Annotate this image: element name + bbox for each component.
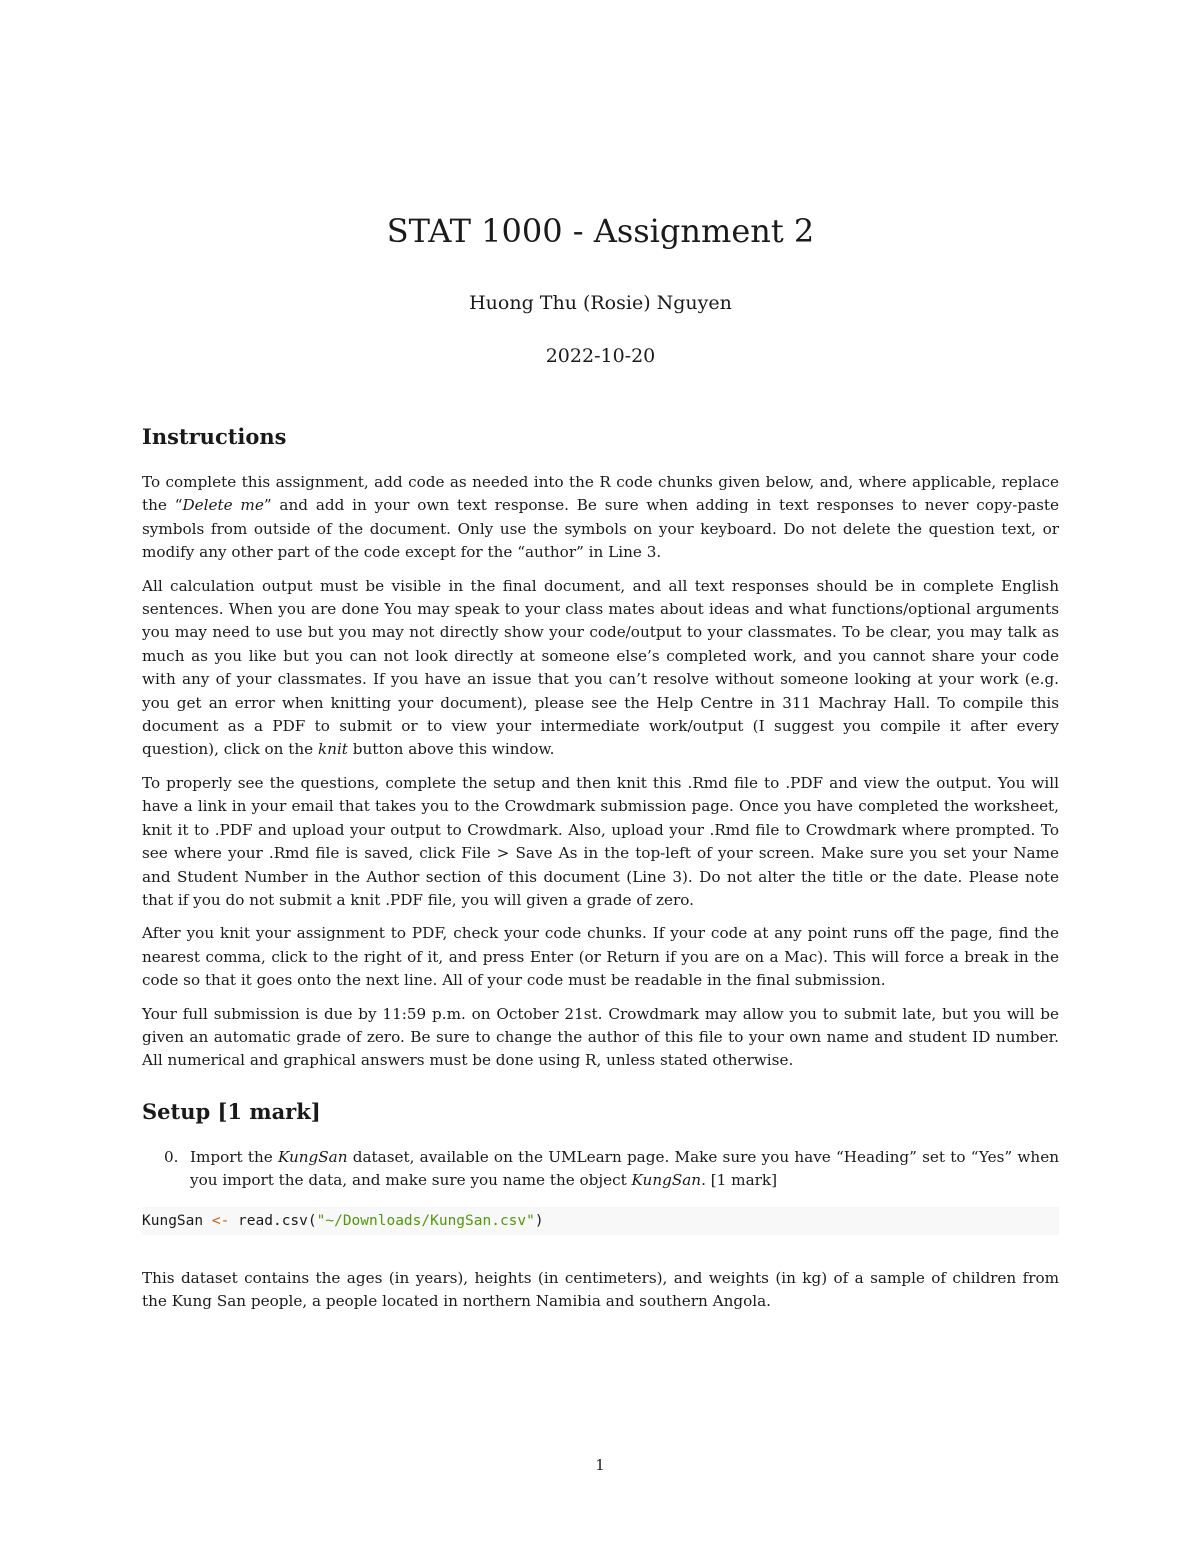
code-variable: KungSan bbox=[142, 1212, 212, 1229]
question-number: 0. bbox=[164, 1147, 179, 1166]
document-date: 2022-10-20 bbox=[545, 345, 656, 367]
instructions-paragraph-1 bbox=[142, 471, 1059, 565]
setup-heading: Setup [1 mark] bbox=[142, 1098, 321, 1124]
code-chunk bbox=[142, 1207, 1059, 1235]
page-number: 1 bbox=[595, 1456, 605, 1474]
document-author: Huong Thu (Rosie) Nguyen bbox=[469, 292, 732, 314]
text-run: To complete this assignment, add code as needed into the R code chunks given below, and, where applicable, replace the “ bbox=[142, 473, 1059, 515]
text-run: . [1 mark] bbox=[701, 1171, 778, 1190]
dataset-description: This dataset contains the ages (in years), heights (in centimeters), and weights (in kg) of a sample of children from the Kung San people, a people located in northern Namibia and southern Angola. bbox=[142, 1268, 1059, 1310]
text-run: All calculation output must be visible in the final document, and all text responses should be in complete English sentences. When you are done You may speak to your class mates about ideas and what functions/optional arguments you may need to use but you may not directly show your code/output to your classmates. To be clear, you may talk as much as you like but you can not look directly at someone else’s completed work, and you cannot share your code with any of your classmates. If you have an issue that you can’t resolve without someone looking at your work (e.g. you get an error when knitting your document), please see the Help Centre in 311 Machray Hall. To compile this document as a PDF to submit or to view your intermediate work/output (I suggest you compile it after every question), click on the bbox=[142, 576, 1059, 759]
code-function: read.csv( bbox=[229, 1212, 317, 1229]
code-operator: <- bbox=[211, 1212, 230, 1229]
text-run: button above this window. bbox=[347, 740, 555, 759]
instructions-heading: Instructions bbox=[142, 424, 287, 449]
instructions-paragraph-5: Your full submission is due by 11:59 p.m. on October 21st. Crowdmark may allow you to submit late, but you will be given an automatic grade of zero. Be sure to change the author of this file to your own name and student ID number. All numerical and graphical answers must be done using R, unless stated otherwise. bbox=[142, 1004, 1059, 1070]
text-run: dataset, available on the UMLearn page. Make sure you have “Heading” set to “Yes” when you import the data, and make sure you name the object bbox=[190, 1147, 1059, 1190]
text-run: ” and add in your own text response. Be sure when adding in text responses to never copy-paste symbols from outside of the document. Only use the symbols on your keyboard. Do not delete the question text, or modify any other part of the code except for the “author” in Line 3. bbox=[142, 496, 1059, 562]
document-body bbox=[142, 424, 1059, 1323]
instructions-paragraph-3: To properly see the questions, complete the setup and then knit this .Rmd file to .PDF and view the output. You will have a link in your email that takes you to the Crowdmark submission page. Once you have completed the worksheet, knit it to .PDF and upload your output to Crowdmark. Also, upload your .Rmd file to Crowdmark where prompted. To see where your .Rmd file is saved, click File > Save As in the top-left of your screen. Make sure you set your Name and Student Number in the Author section of this document (Line 3). Do not alter the title or the date. Please note that if you do not submit a knit .PDF file, you will given a grade of zero. bbox=[142, 773, 1059, 909]
code-string: "~/Downloads/KungSan.csv" bbox=[316, 1212, 535, 1229]
question-list bbox=[142, 1146, 1059, 1193]
emphasis-text: KungSan bbox=[277, 1147, 348, 1166]
instructions-paragraph-4: After you knit your assignment to PDF, check your code chunks. If your code at any point runs off the page, find the nearest comma, click to the right of it, and press Enter (or Return if you are on a Mac). This will force a break in the code so that it goes onto the next line. All of your code must be readable in the final submission. bbox=[142, 924, 1059, 990]
code-close-paren: ) bbox=[534, 1212, 544, 1229]
emphasis-text: knit bbox=[317, 740, 348, 759]
document-title: STAT 1000 - Assignment 2 bbox=[386, 212, 815, 250]
text-run: Import the bbox=[190, 1147, 278, 1166]
instructions-paragraph-2 bbox=[142, 575, 1059, 762]
question-item bbox=[142, 1146, 1059, 1193]
emphasis-text: Delete me bbox=[182, 496, 264, 515]
emphasis-text: KungSan bbox=[631, 1171, 702, 1190]
